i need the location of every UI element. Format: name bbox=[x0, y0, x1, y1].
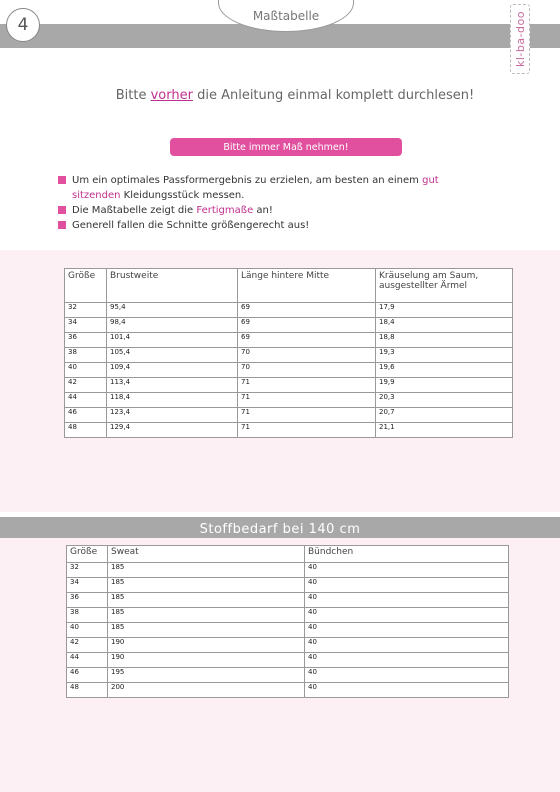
table-cell: 44 bbox=[65, 393, 107, 408]
col-header-cuff: Bündchen bbox=[305, 546, 509, 563]
table-row bbox=[65, 378, 513, 393]
table-cell: 71 bbox=[238, 408, 376, 423]
table-cell: 69 bbox=[238, 333, 376, 348]
table-cell: 98,4 bbox=[107, 318, 238, 333]
table-cell: 18,8 bbox=[376, 333, 513, 348]
table-cell: 40 bbox=[305, 683, 509, 698]
table-cell: 118,4 bbox=[107, 393, 238, 408]
table-cell: 40 bbox=[305, 638, 509, 653]
table-cell: 48 bbox=[65, 423, 107, 438]
table-cell: 200 bbox=[108, 683, 305, 698]
table-cell: 105,4 bbox=[107, 348, 238, 363]
table-cell: 44 bbox=[67, 653, 108, 668]
table-cell: 40 bbox=[305, 563, 509, 578]
intro-emphasis: vorher bbox=[150, 88, 193, 103]
table-cell: 48 bbox=[67, 683, 108, 698]
table-cell: 40 bbox=[305, 593, 509, 608]
brand-logo bbox=[510, 4, 530, 74]
table-cell: 185 bbox=[108, 563, 305, 578]
bullet-square-icon bbox=[58, 176, 66, 184]
page-number: 4 bbox=[6, 8, 40, 42]
table-cell: 20,7 bbox=[376, 408, 513, 423]
list-item: Generell fallen die Schnitte größengerecht aus! bbox=[58, 218, 458, 233]
table-row bbox=[65, 408, 513, 423]
table-cell: 36 bbox=[67, 593, 108, 608]
table-row bbox=[67, 593, 509, 608]
table-row bbox=[65, 348, 513, 363]
list-item: Die Maßtabelle zeigt die Fertigmaße an! bbox=[58, 203, 458, 218]
table-cell: 185 bbox=[108, 623, 305, 638]
table-cell: 46 bbox=[67, 668, 108, 683]
table-cell: 185 bbox=[108, 578, 305, 593]
table-cell: 32 bbox=[65, 303, 107, 318]
table-row bbox=[65, 318, 513, 333]
table-cell: 20,3 bbox=[376, 393, 513, 408]
intro-post: die Anleitung einmal komplett durchlesen! bbox=[192, 88, 475, 103]
table-row bbox=[67, 623, 509, 638]
intro-pre: Bitte bbox=[115, 88, 151, 103]
col-header-sweat: Sweat bbox=[108, 546, 305, 563]
table-cell: 109,4 bbox=[107, 363, 238, 378]
table-row bbox=[67, 653, 509, 668]
table-cell: 40 bbox=[305, 668, 509, 683]
table-row bbox=[65, 393, 513, 408]
table-cell: 69 bbox=[238, 303, 376, 318]
intro-headline bbox=[0, 88, 560, 103]
table-cell: 18,4 bbox=[376, 318, 513, 333]
table-header-row bbox=[65, 269, 513, 303]
table-cell: 19,6 bbox=[376, 363, 513, 378]
table-row bbox=[65, 423, 513, 438]
table-row bbox=[67, 608, 509, 623]
col-header-back-length: Länge hintere Mitte bbox=[238, 269, 376, 303]
measure-notice-badge: Bitte immer Maß nehmen! bbox=[170, 138, 402, 156]
table-cell: 101,4 bbox=[107, 333, 238, 348]
bullet-square-icon bbox=[58, 221, 66, 229]
table-cell: 38 bbox=[65, 348, 107, 363]
table-cell: 71 bbox=[238, 393, 376, 408]
col-header-chest: Brustweite bbox=[107, 269, 238, 303]
page-title: Maßtabelle bbox=[218, 0, 354, 32]
table-cell: 40 bbox=[305, 623, 509, 638]
table-cell: 195 bbox=[108, 668, 305, 683]
list-item: Um ein optimales Passformergebnis zu erzielen, am besten an einem gut sitzenden Kleidungsstück messen. bbox=[58, 173, 458, 203]
table-cell: 42 bbox=[67, 638, 108, 653]
table-row bbox=[65, 363, 513, 378]
table-cell: 21,1 bbox=[376, 423, 513, 438]
table-cell: 70 bbox=[238, 363, 376, 378]
table-cell: 71 bbox=[238, 378, 376, 393]
table-cell: 190 bbox=[108, 653, 305, 668]
table-row bbox=[67, 683, 509, 698]
table-row bbox=[67, 578, 509, 593]
table-cell: 40 bbox=[67, 623, 108, 638]
table-cell: 40 bbox=[305, 608, 509, 623]
table-cell: 19,3 bbox=[376, 348, 513, 363]
table-row bbox=[67, 638, 509, 653]
table-cell: 40 bbox=[65, 363, 107, 378]
col-header-ruffle: Kräuselung am Saum, ausgestellter Ärmel bbox=[376, 269, 513, 303]
table-cell: 38 bbox=[67, 608, 108, 623]
table-cell: 69 bbox=[238, 318, 376, 333]
fabric-table bbox=[66, 545, 509, 698]
table-cell: 185 bbox=[108, 608, 305, 623]
table-cell: 34 bbox=[65, 318, 107, 333]
col-header-size: Größe bbox=[67, 546, 108, 563]
logo-text: kl-ba-doo bbox=[513, 10, 527, 68]
table-cell: 71 bbox=[238, 423, 376, 438]
table-cell: 123,4 bbox=[107, 408, 238, 423]
table-cell: 190 bbox=[108, 638, 305, 653]
table-header-row bbox=[67, 546, 509, 563]
table-row bbox=[65, 333, 513, 348]
table-cell: 34 bbox=[67, 578, 108, 593]
table-cell: 32 bbox=[67, 563, 108, 578]
tips-list bbox=[58, 173, 458, 233]
table-row bbox=[67, 563, 509, 578]
table-cell: 113,4 bbox=[107, 378, 238, 393]
table-cell: 70 bbox=[238, 348, 376, 363]
fabric-section-title: Stoffbedarf bei 140 cm bbox=[0, 517, 560, 541]
table-cell: 42 bbox=[65, 378, 107, 393]
table-cell: 40 bbox=[305, 578, 509, 593]
table-cell: 19,9 bbox=[376, 378, 513, 393]
table-cell: 36 bbox=[65, 333, 107, 348]
table-row bbox=[67, 668, 509, 683]
col-header-size: Größe bbox=[65, 269, 107, 303]
table-cell: 95,4 bbox=[107, 303, 238, 318]
table-row bbox=[65, 303, 513, 318]
table-cell: 40 bbox=[305, 653, 509, 668]
bullet-square-icon bbox=[58, 206, 66, 214]
table-cell: 17,9 bbox=[376, 303, 513, 318]
size-table bbox=[64, 268, 513, 438]
table-cell: 185 bbox=[108, 593, 305, 608]
table-cell: 46 bbox=[65, 408, 107, 423]
table-cell: 129,4 bbox=[107, 423, 238, 438]
